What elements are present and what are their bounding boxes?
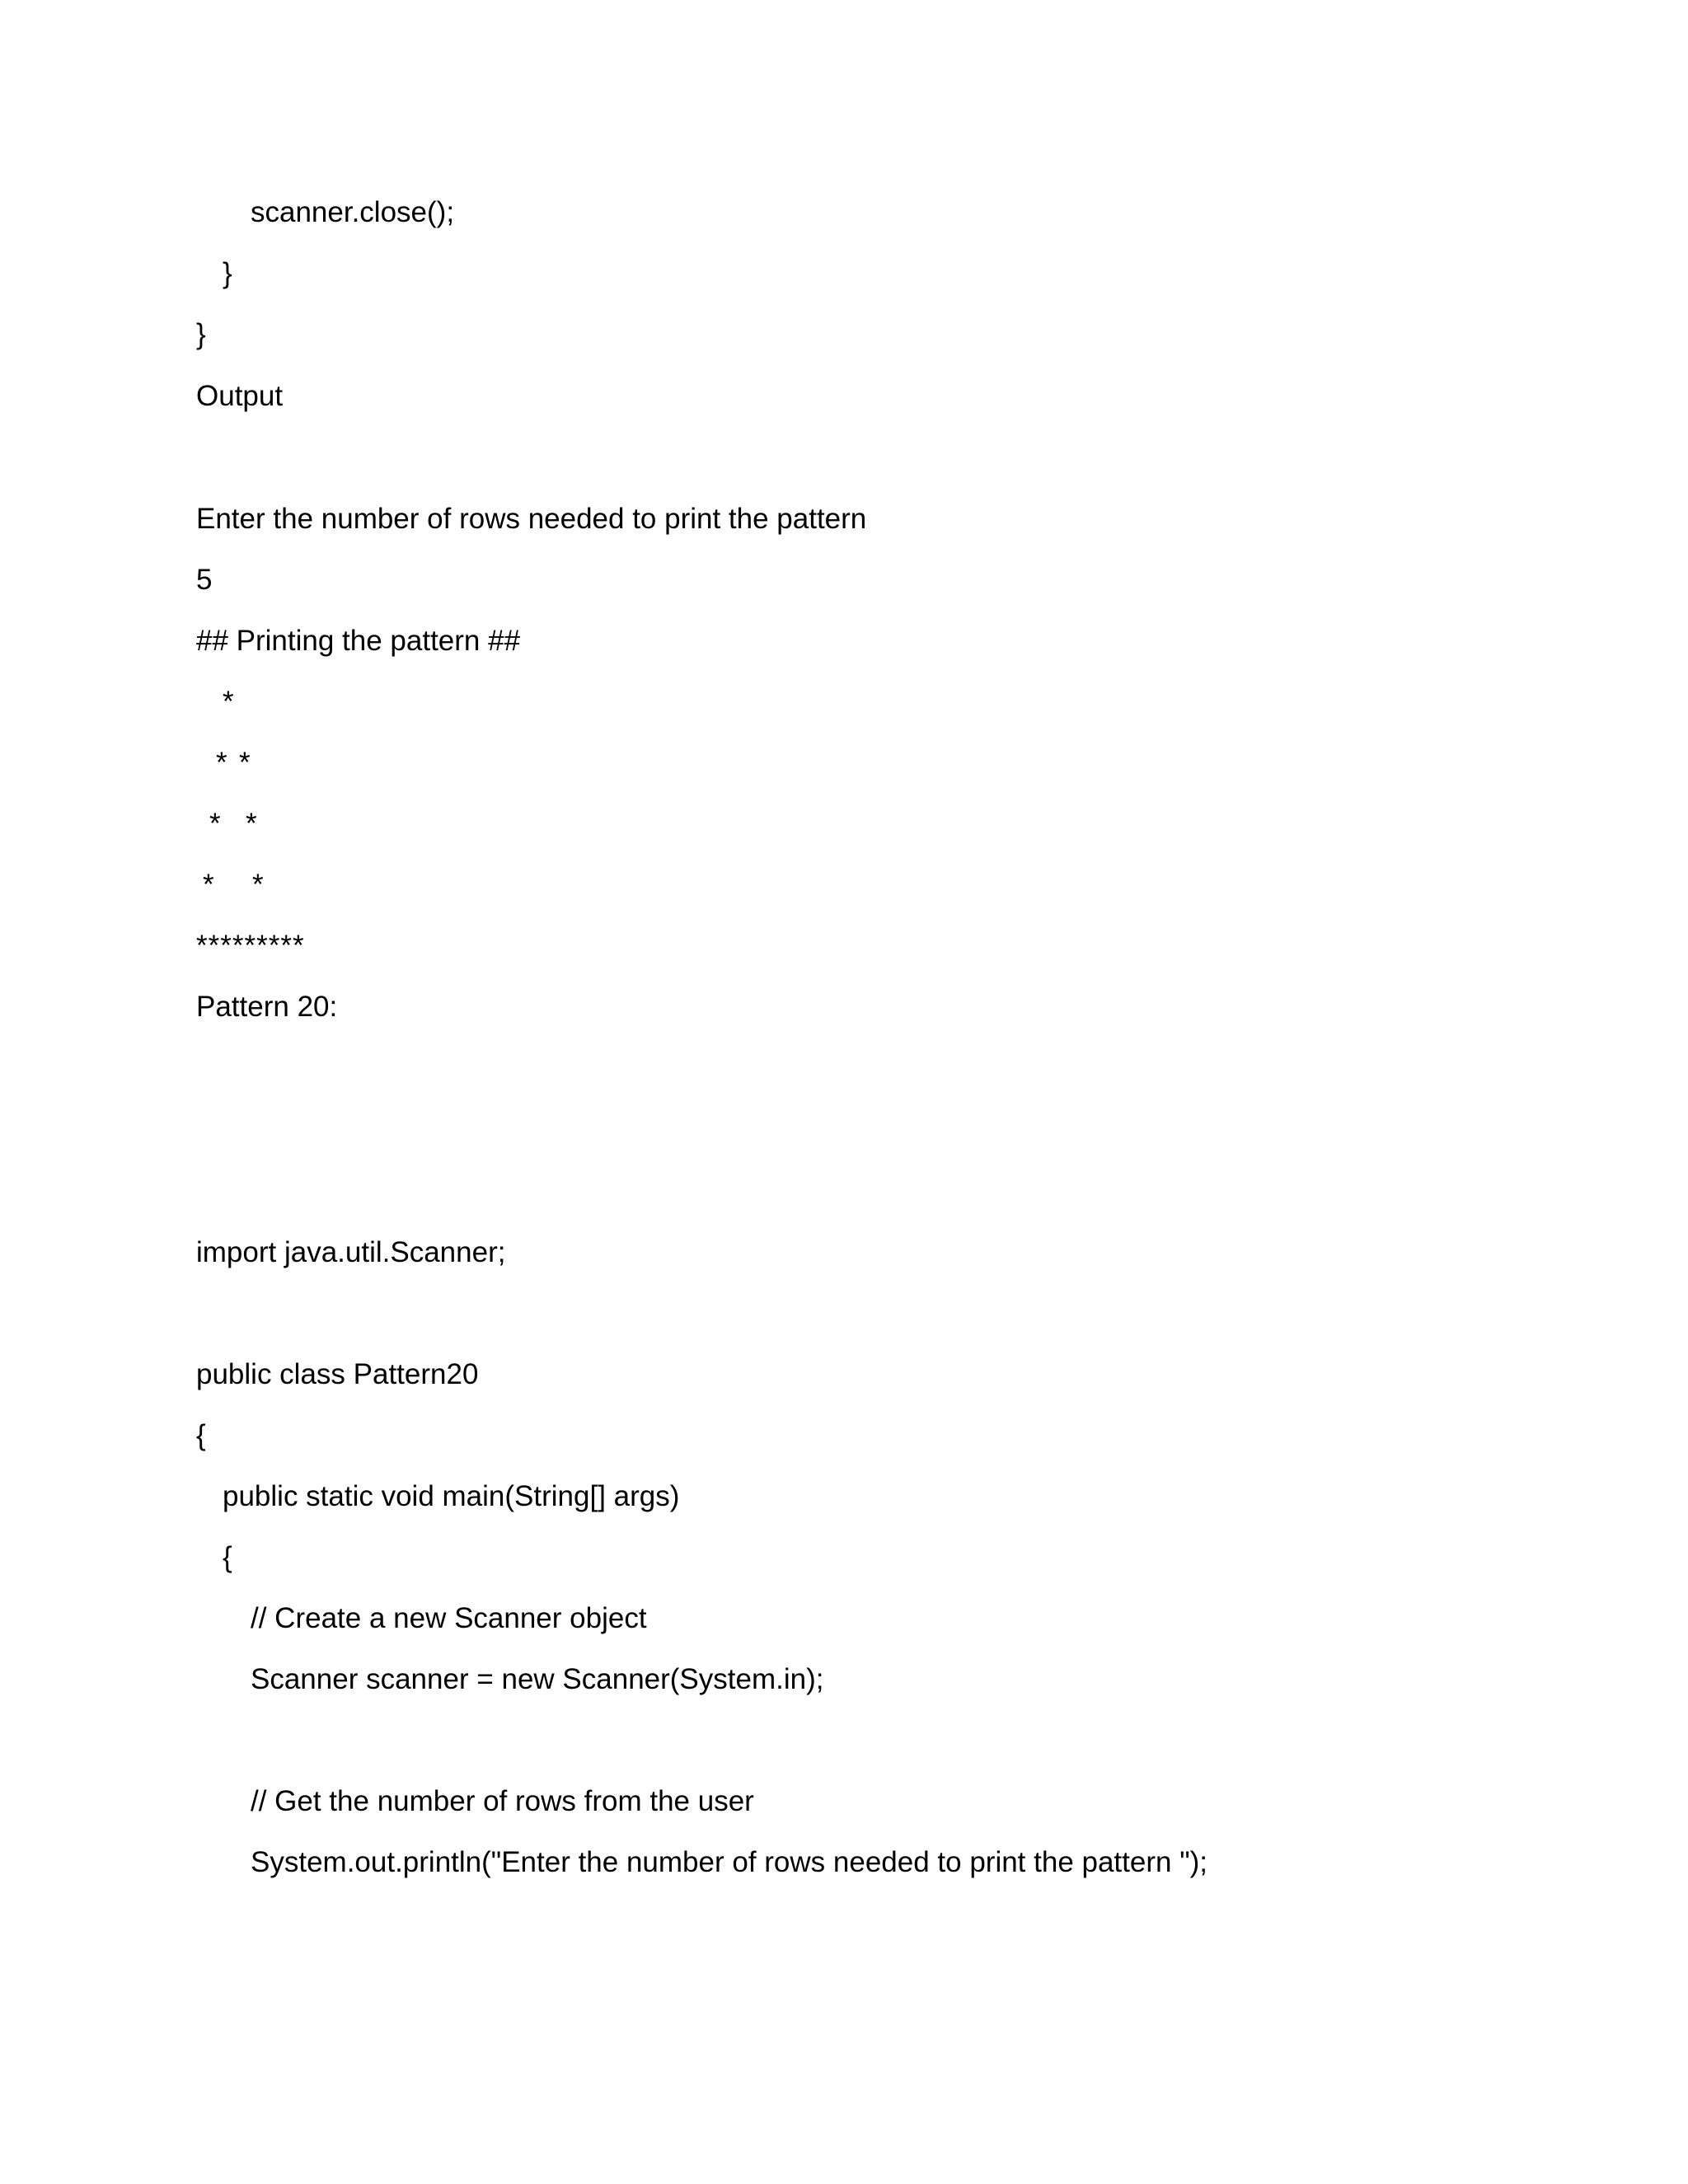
code-line-scanner-new: Scanner scanner = new Scanner(System.in); [251,1663,824,1695]
pattern-star: * [223,686,234,718]
code-line-class-declaration: public class Pattern20 [196,1358,479,1390]
pattern-row [0,867,264,903]
output-line-input-value: 5 [196,564,213,596]
pattern-heading: Pattern 20: [196,991,338,1023]
code-line-println: System.out.println("Enter the number of rows needed to print the pattern "); [251,1846,1207,1878]
pattern-star: * [239,747,251,779]
code-line-comment-create: // Create a new Scanner object [251,1602,647,1634]
pattern-star: * [203,869,214,901]
pattern-row [0,806,257,842]
code-line-close-brace: } [196,318,206,350]
output-line-printing-header: ## Printing the pattern ## [196,625,521,657]
code-line-scanner-close: scanner.close(); [251,196,455,228]
code-line-open-brace: { [196,1419,206,1451]
pattern-row [0,684,234,720]
code-line-main-signature: public static void main(String[] args) [223,1480,680,1512]
code-line-import: import java.util.Scanner; [196,1236,506,1268]
pattern-row [0,745,251,781]
code-line-open-brace: { [223,1541,232,1573]
pattern-star: * [246,808,257,840]
output-line-star-base: ********* [196,930,305,962]
pattern-star: * [216,747,227,779]
output-line-prompt: Enter the number of rows needed to print the pattern [196,503,867,535]
output-heading: Output [196,380,284,412]
code-line-comment-rows: // Get the number of rows from the user [251,1785,754,1817]
pattern-star: * [209,808,221,840]
pattern-star: * [252,869,264,901]
code-line-close-brace: } [223,257,232,289]
